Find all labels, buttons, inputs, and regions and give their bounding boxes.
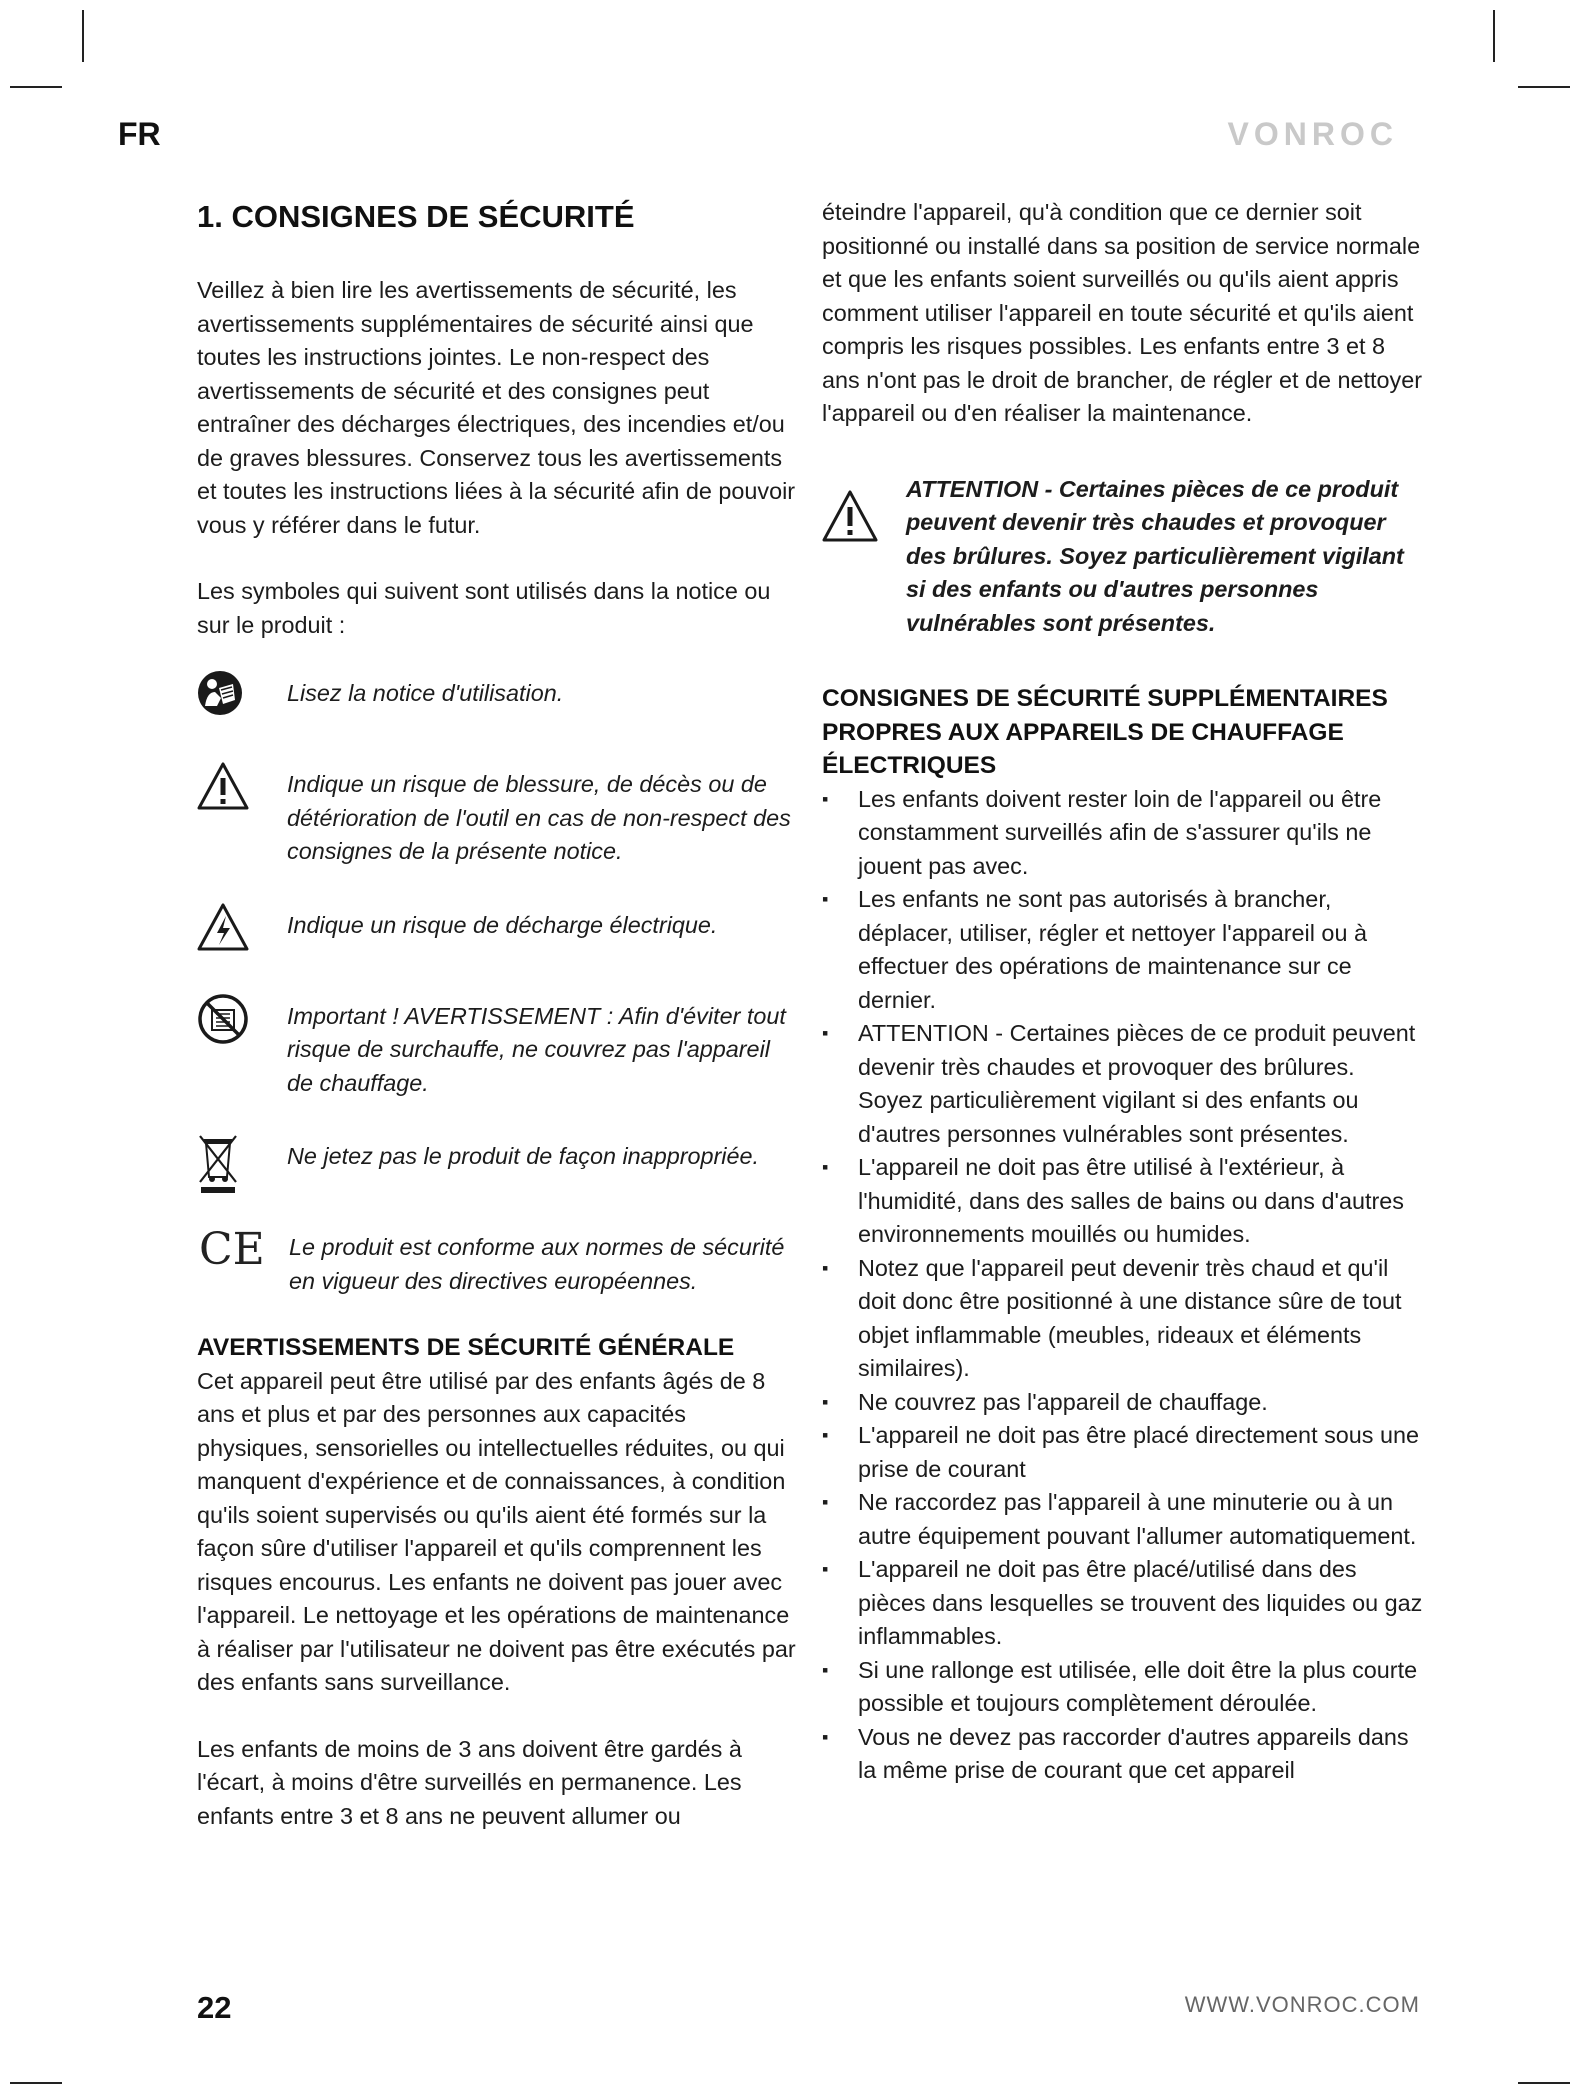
warning-triangle-icon (822, 473, 906, 553)
list-item: ▪ Les enfants doivent rester loin de l'appareil ou être constamment surveillés afin de s'assurer qu'ils ne jouent pas avec. (822, 783, 1424, 884)
list-item: ▪ L'appareil ne doit pas être placé directement sous une prise de courant (822, 1419, 1424, 1486)
electric-shock-icon (197, 902, 287, 960)
brand-logo: VONROC (1227, 116, 1398, 152)
list-item: ▪ Ne raccordez pas l'appareil à une minuterie ou à un autre équipement pouvant l'allumer automatiquement. (822, 1486, 1424, 1553)
section-title: 1. CONSIGNES DE SÉCURITÉ (197, 199, 635, 234)
additional-safety-title: CONSIGNES DE SÉCURITÉ SUPPLÉMENTAIRES PROPRES AUX APPAREILS DE CHAUFFAGE ÉLECTRIQUES (822, 685, 1388, 779)
crop-mark (10, 2082, 62, 2084)
list-item: ▪ Si une rallonge est utilisée, elle doit être la plus courte possible et toujours complètement déroulée. (822, 1654, 1424, 1721)
symbol-text: Indique un risque de décharge électrique. (287, 911, 718, 938)
symbol-row (197, 1133, 797, 1191)
symbol-row (197, 993, 797, 1101)
do-not-cover-icon (197, 993, 287, 1051)
symbol-text: Le produit est conforme aux normes de sécurité en vigueur des directives européennes. (289, 1234, 785, 1294)
general-paragraph-2: Les enfants de moins de 3 ans doivent être gardés à l'écart, à moins d'être surveillés en permanence. Les enfants entre 3 et 8 ans ne peuvent allumer ou (197, 1735, 742, 1829)
list-item: ▪ ATTENTION - Certaines pièces de ce produit peuvent devenir très chaudes et provoquer des brûlures. Soyez particulièrement vigilant si des enfants ou d'autres personnes vulnérables sont présentes. (822, 1017, 1424, 1151)
left-column (197, 196, 797, 1833)
symbol-row (197, 761, 797, 869)
website-url: WWW.VONROC.COM (1184, 1992, 1420, 2017)
symbol-text: Ne jetez pas le produit de façon inappropriée. (287, 1143, 760, 1169)
general-warnings-title: AVERTISSEMENTS DE SÉCURITÉ GÉNÉRALE (197, 1334, 735, 1361)
warning-triangle-icon (197, 761, 287, 819)
attention-box (822, 473, 1424, 641)
list-item: ▪ Notez que l'appareil peut devenir très chaud et qu'il doit donc être positionné à une distance sûre de tout objet inflammable (meubles, rideaux et éléments similaires). (822, 1252, 1424, 1386)
list-item: ▪ L'appareil ne doit pas être placé/utilisé dans des pièces dans lesquelles se trouvent des liquides ou gaz inflammables. (822, 1553, 1424, 1654)
continued-paragraph: éteindre l'appareil, qu'à condition que ce dernier soit positionné ou installé dans sa position de service normale et que les enfants soient surveillés ou qu'ils aient appris comment utiliser l'appareil en toute sécurité et qu'ils aient compris les risques possibles. Les enfants entre 3 et 8 ans n'ont pas le droit de brancher, de régler et de nettoyer l'appareil ou d'en réaliser la maintenance. (822, 199, 1423, 426)
symbol-text: Important ! AVERTISSEMENT : Afin d'éviter tout risque de surchauffe, ne couvrez pas l'appareil de chauffage. (287, 1002, 786, 1096)
attention-text: ATTENTION - Certaines pièces de ce produit peuvent devenir très chaudes et provoquer des brûlures. Soyez particulièrement vigilant si des enfants ou d'autres personnes vulnérables sont présentes. (906, 475, 1404, 636)
symbol-text: Lisez la notice d'utilisation. (287, 680, 564, 706)
ce-mark-icon: CE (199, 1224, 265, 1275)
symbol-row (197, 1224, 797, 1298)
weee-bin-icon (197, 1133, 287, 1191)
additional-safety-list (822, 783, 1424, 1788)
language-label: FR (118, 116, 161, 152)
list-item: ▪ Vous ne devez pas raccorder d'autres appareils dans la même prise de courant que cet appareil (822, 1721, 1424, 1788)
crop-mark (10, 86, 62, 88)
crop-mark (82, 10, 84, 62)
symbol-row (197, 902, 797, 960)
read-manual-icon (197, 670, 287, 728)
list-item: ▪ Ne couvrez pas l'appareil de chauffage. (822, 1386, 1424, 1420)
page-number: 22 (197, 1990, 232, 2025)
list-item: ▪ Les enfants ne sont pas autorisés à brancher, déplacer, utiliser, régler et nettoyer l'appareil ou à effectuer des opérations de maintenance sur ce dernier. (822, 883, 1424, 1017)
crop-mark (1518, 2082, 1570, 2084)
symbol-row (197, 670, 797, 728)
list-item: ▪ L'appareil ne doit pas être utilisé à l'extérieur, à l'humidité, dans des salles de bains ou dans d'autres environnements mouillés ou humides. (822, 1151, 1424, 1252)
symbol-text: Indique un risque de blessure, de décès ou de détérioration de l'outil en cas de non-respect des consignes de la présente notice. (287, 771, 791, 864)
crop-mark (1493, 10, 1495, 62)
general-paragraph-1: Cet appareil peut être utilisé par des enfants âgés de 8 ans et plus et par des personnes aux capacités physiques, sensorielles ou intellectuelles réduites, ou qui manquent d'expérience et de connaissances, à condition qu'ils soient supervisés ou qu'ils aient été formés sur la façon sûre d'utiliser l'appareil et qu'ils comprennent les risques encourus. Les enfants ne doivent pas jouer avec l'appareil. Le nettoyage et les opérations de maintenance à réaliser par l'utilisateur ne doivent pas être exécutés par des enfants sans surveillance. (197, 1367, 796, 1695)
intro-paragraph: Veillez à bien lire les avertissements de sécurité, les avertissements supplémentaires de sécurité ainsi que toutes les instructions jointes. Le non-respect des avertissements de sécurité et des consignes peut entraîner des décharges électriques, des incendies et/ou de graves blessures. Conservez tous les avertissements et toutes les instructions liées à la sécurité afin de pouvoir vous y référer dans le futur. (197, 277, 796, 538)
crop-mark (1518, 86, 1570, 88)
right-column (822, 196, 1424, 1788)
symbol-list (197, 670, 797, 1298)
symbols-intro: Les symboles qui suivent sont utilisés dans la notice ou sur le produit : (197, 578, 771, 638)
